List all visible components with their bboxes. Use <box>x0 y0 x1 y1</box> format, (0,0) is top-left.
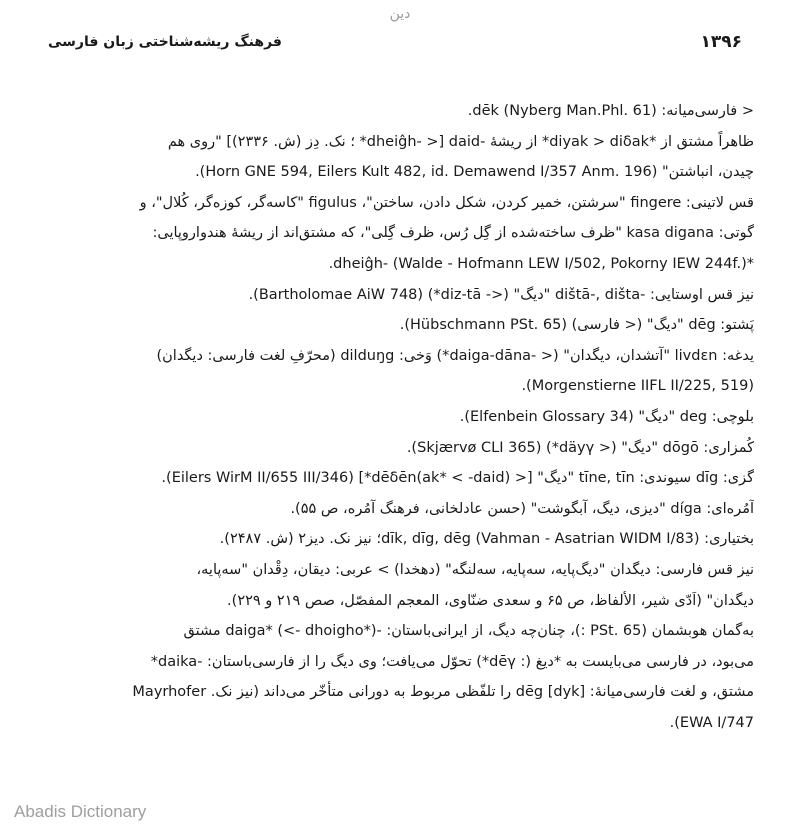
entry-line: بختیاری: dīk, dīg, dēg (Vahman - Asatrian WIDM I/83)؛ نیز نک. دیز۲ (ش. ۲۴۸۷). <box>219 531 754 548</box>
entry-line: مشتق، و لغت فارسی‌میانهٔ: dēg [dyk] را تلفّظی مربوط به دورانی متأخّر می‌داند (نیز نک. Mayrhofer <box>132 684 754 701</box>
entry-line: به‌گمان هوبشمان (PSt. 65 :)، چنان‌چه دیگ، از ایرانی‌باستان: -daiga* (<- dhoigho*) مشتق <box>183 623 754 640</box>
running-header <box>48 32 742 60</box>
entry-line: < فارسی‌میانه: (Nyberg Man.Phl. 61) dēk. <box>467 103 754 119</box>
entry-line: یدغه: livdɛn "آتشدان، دیگدان" (< -daiga-dāna*) وَخی: dilduŋg (محرّفِ لغت فارسی: دیگدان) <box>156 347 754 364</box>
entry-line: قس لاتینی: fingere "سرشتن، خمیر کردن، شکل دادن، ساختن"، figulus "کاسه‌گر، کوزه‌گر، کُلال"، و <box>139 194 754 211</box>
entry-line: کُمزاری: dōgō "دیگ" (< däyγ*) (Skjærvø CLI 365). <box>406 439 754 456</box>
entry-line: بلوچی: deg "دیگ" (Elfenbein Glossary 34). <box>459 408 754 425</box>
entry-line: گزی: dīg سیوندی: tīne, tīn "دیگ" [< (dēδēn(ak* < -daid*] (Eilers WirM II/655 III/346). <box>161 470 754 487</box>
headword: دین <box>389 6 411 22</box>
entry-line: چیدن، انباشتن" (Horn GNE 594, Eilers Kult 482, id. Demawend I/357 Anm. 196). <box>195 164 754 181</box>
entry-line: ظاهراً مشتق از *diyak > diδak* از ریشهٔ -daid [< -dheiĝh* ؛ نک. دِز (ش. ۲۳۳۶)] "روی هم <box>167 133 754 150</box>
entry-line: آمُره‌ای: díga "دیزی، دیگ، آبگوشت" (حسن عادلخانی، فرهنگ آمُره، ص ۵۵). <box>290 500 754 517</box>
entry-line: نیز قس فارسی: دیگدان "دیگ‌پایه، سه‌پایه، سه‌لنگه" (دهخدا) > عربی: دیقان، دِقْدان "سه‌پایه، <box>196 561 754 578</box>
entry-body <box>44 96 754 738</box>
watermark: Abadis Dictionary <box>14 802 147 821</box>
page-number: ۱۳۹۶ <box>700 32 742 52</box>
entry-line: پَشتو: dēg "دیگ" (< فارسی) (Hübschmann PSt. 65). <box>399 317 754 334</box>
book-title: فرهنگ ریشه‌شناختی زبان فارسی <box>48 34 282 50</box>
entry-line: EWA I/747). <box>669 714 754 731</box>
entry-line: نیز قس اوستایی: -dištā-, dišta "دیگ" (<- diz-tā*) (Bartholomae AiW 748). <box>248 286 754 303</box>
entry-line: می‌بود، در فارسی می‌بایست به *دیغ (: dēγ*) تحوّل می‌یافت؛ وی دیگ را از فارسی‌باستان: -daika* <box>150 653 754 670</box>
entry-line: دیگدان" (اَدّی شیر، الألفاظ، ص ۶۵ و سعدی ضنّاوی، المعجم المفصّل، صص ۲۱۹ و ۲۲۹). <box>227 592 754 609</box>
entry-line: گوتی: kasa digana "ظرف ساخته‌شده از گِل رُس، ظرف گِلی"، که مشتق‌اند از ریشهٔ هندواروپایی: <box>152 225 754 242</box>
entry-line: *dheiĝh- (Walde - Hofmann LEW I/502, Pokorny IEW 244f.). <box>328 255 754 272</box>
entry-line: (Morgenstierne IIFL II/225, 519). <box>521 378 754 395</box>
